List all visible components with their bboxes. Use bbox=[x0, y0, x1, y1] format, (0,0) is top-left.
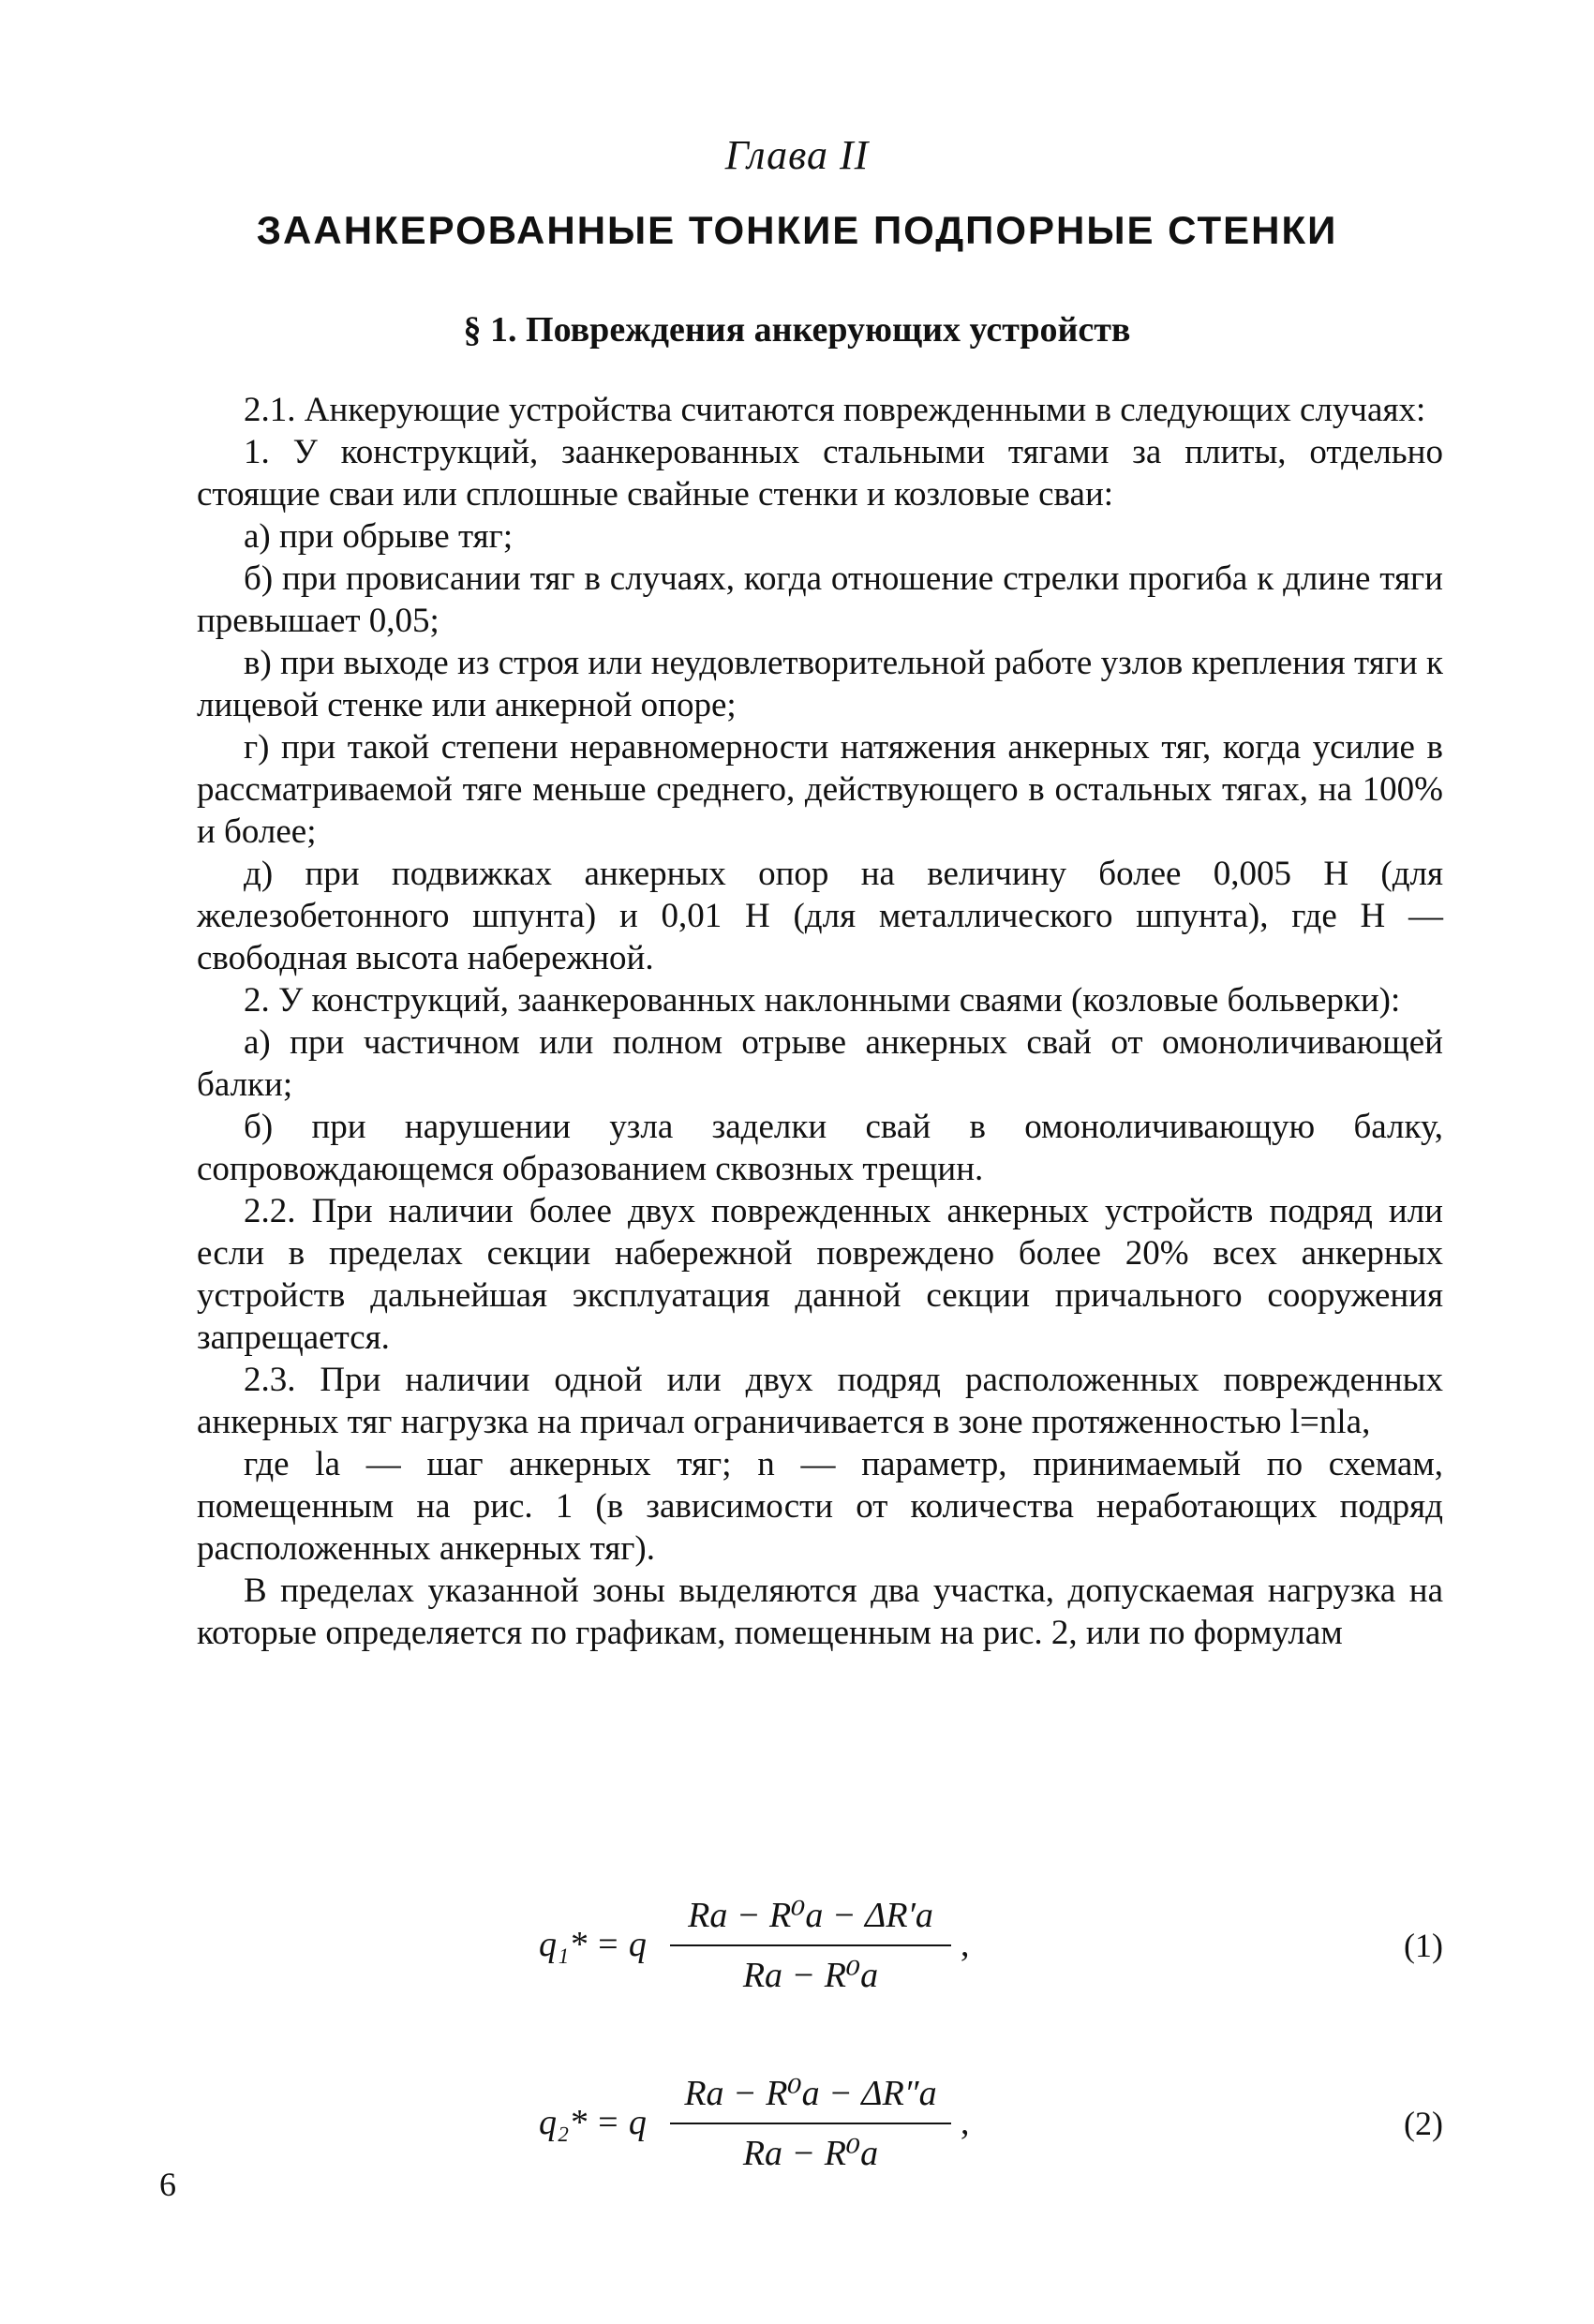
page-number: 6 bbox=[159, 2166, 176, 2203]
formula-1-fraction-bar bbox=[670, 1944, 951, 1946]
paragraph-2-2: 2.2. При наличии более двух поврежденных анкерных устройств подряд или если в пределах секции набережной повреждено более 20% всех анкерных устройств дальнейшая эксплуатация данной секции причального сооружения запрещается. bbox=[197, 1192, 1443, 1357]
formula-2-fraction bbox=[670, 2066, 951, 2181]
paragraph-where: где lа — шаг анкерных тяг; n — параметр, принимаемый по схемам, помещенным на рис. 1 (в зависимости от количества неработающих подряд расположенных анкерных тяг). bbox=[197, 1445, 1443, 1568]
body-text bbox=[197, 389, 1443, 1654]
formula-1-numerator: Rа − R⁰а − ΔR′а bbox=[688, 1896, 933, 1935]
paragraph-item-1: 1. У конструкций, заанкерованных стальными тягами за плиты, отдельно стоящие сваи или сплошные свайные стенки и козловые сваи: bbox=[197, 433, 1443, 514]
formula-1-fraction bbox=[670, 1888, 951, 2003]
chapter-title: ЗААНКЕРОВАННЫЕ ТОНКИЕ ПОДПОРНЫЕ СТЕНКИ bbox=[256, 208, 1338, 252]
formula-2-fraction-bar bbox=[670, 2123, 951, 2124]
formula-2-denominator: Rа − R⁰а bbox=[742, 2134, 879, 2173]
formula-1 bbox=[197, 1888, 1443, 2010]
chapter-heading: Глава II bbox=[724, 132, 870, 178]
paragraph-item-1g: г) при такой степени неравномерности натяжения анкерных тяг, когда усилие в рассматриваемой тяге меньше среднего, действующего в остальных тягах, на 100% и более; bbox=[197, 728, 1443, 851]
formula-2 bbox=[197, 2066, 1443, 2188]
formula-2-lhs: q₂* = q bbox=[539, 2103, 647, 2142]
paragraph-item-2b: б) при нарушении узла заделки свай в омоноличивающую балку, сопровождающемся образованием сквозных трещин. bbox=[197, 1108, 1443, 1188]
paragraph-2-3: 2.3. При наличии одной или двух подряд расположенных поврежденных анкерных тяг нагрузка на причал ограничивается в зоне протяженностью l=nlа, bbox=[197, 1361, 1443, 1441]
paragraph-zone: В пределах указанной зоны выделяются два участка, допускаемая нагрузка на которые определяется по графикам, помещенным на рис. 2, или по формулам bbox=[197, 1572, 1443, 1652]
paragraph-item-1b: б) при провисании тяг в случаях, когда отношение стрелки прогиба к длине тяги превышает 0,05; bbox=[197, 559, 1443, 640]
paragraph-2-1: 2.1. Анкерующие устройства считаются поврежденными в следующих случаях: bbox=[244, 391, 1426, 429]
formula-2-numerator: Rа − R⁰а − ΔR″а bbox=[684, 2074, 937, 2113]
paragraph-item-1a: а) при обрыве тяг; bbox=[244, 517, 514, 556]
formula-1-denominator: Rа − R⁰а bbox=[742, 1956, 879, 1995]
formula-1-expression bbox=[539, 1888, 1195, 2010]
formula-1-number: (1) bbox=[1404, 1927, 1443, 1964]
formula-1-comma: , bbox=[961, 1925, 970, 1964]
paragraph-item-2: 2. У конструкций, заанкерованных наклонными сваями (козловые больверки): bbox=[244, 981, 1401, 1020]
formula-2-expression bbox=[539, 2066, 1195, 2188]
formula-1-lhs: q₁* = q bbox=[539, 1925, 647, 1964]
formula-2-number: (2) bbox=[1404, 2105, 1443, 2142]
paragraph-item-2a: а) при частичном или полном отрыве анкерных свай от омоноличивающей балки; bbox=[197, 1023, 1443, 1104]
section-heading: § 1. Повреждения анкерующих устройств bbox=[463, 310, 1131, 350]
formula-2-comma: , bbox=[961, 2103, 970, 2142]
paragraph-item-1v: в) при выходе из строя или неудовлетворительной работе узлов крепления тяги к лицевой стенке или анкерной опоре; bbox=[197, 644, 1443, 724]
paragraph-item-1d: д) при подвижках анкерных опор на величину более 0,005 H (для железобетонного шпунта) и 0,01 H (для металлического шпунта), где H — свободная высота набережной. bbox=[197, 855, 1443, 977]
